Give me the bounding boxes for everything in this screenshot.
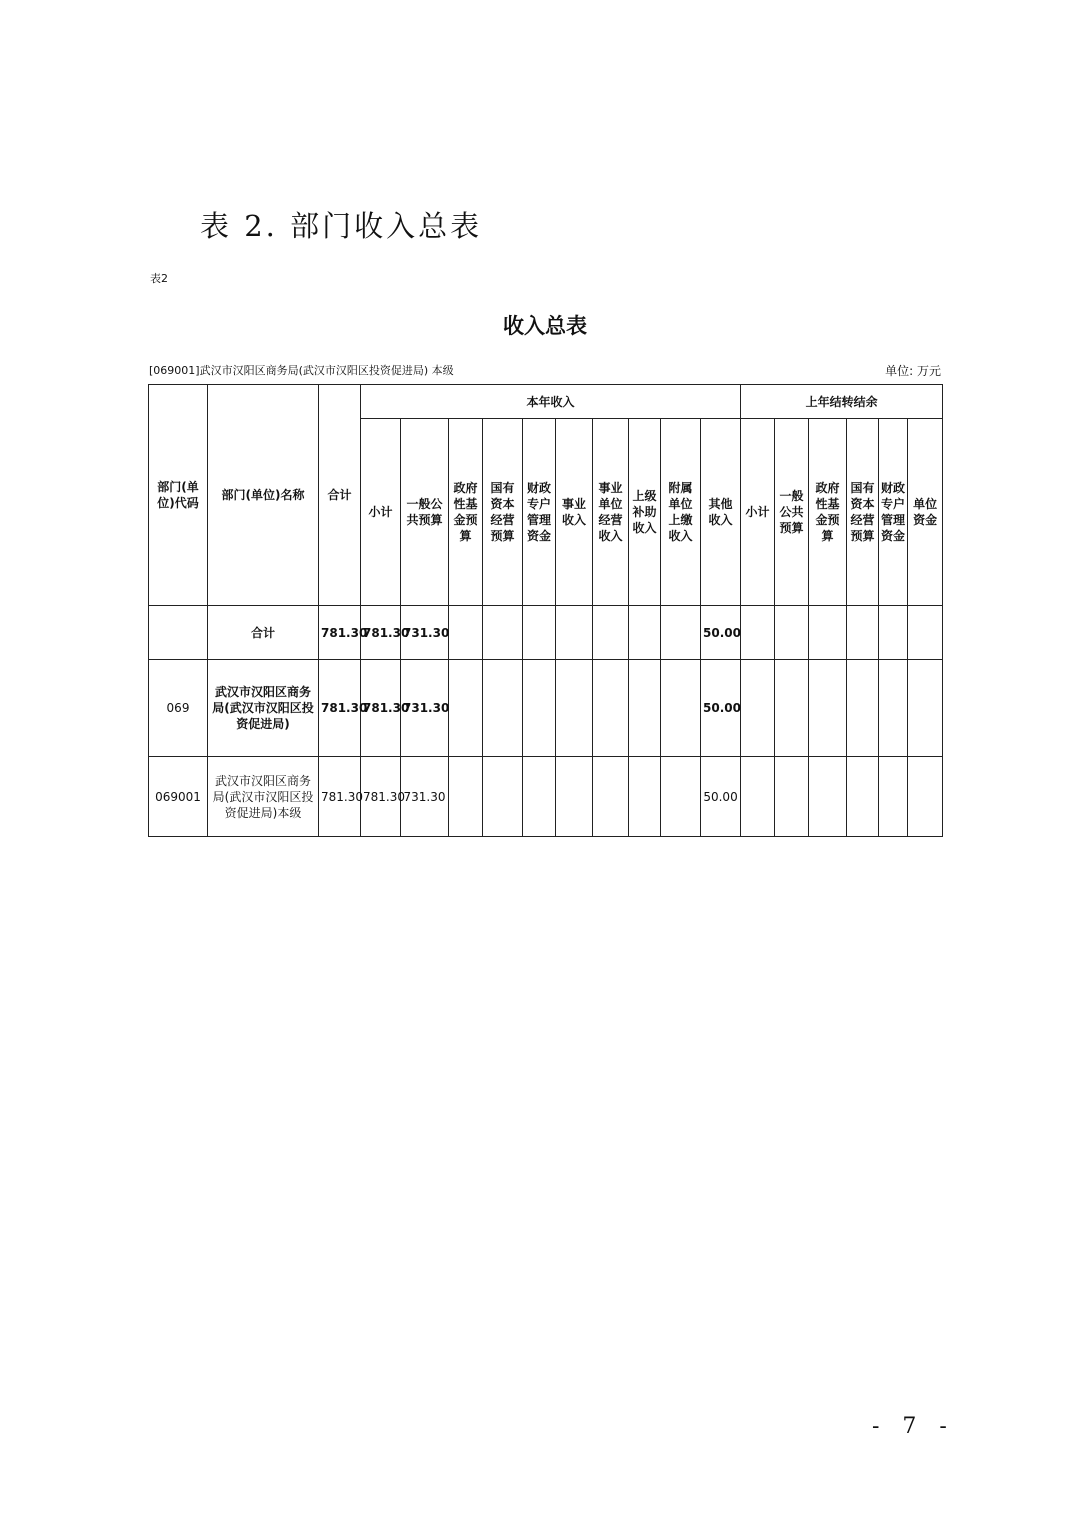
header-dept-name: 部门(单位)名称: [208, 385, 319, 606]
header-row-group: [149, 385, 943, 419]
row-general-budget: 731.30: [401, 660, 449, 757]
page-heading: 表 2. 部门收入总表: [200, 209, 483, 243]
header-cur-general-budget: 一般公共预算: [401, 419, 449, 606]
header-current-year: 本年收入: [361, 385, 741, 419]
page-number: - 7 -: [872, 1414, 955, 1439]
header-cur-business-operating: 事业单位经营收入: [593, 419, 629, 606]
row-total: 781.30: [319, 606, 361, 660]
header-cur-state-capital: 国有资本经营预算: [483, 419, 523, 606]
header-cur-gov-fund: 政府性基金预算: [449, 419, 483, 606]
row-subtotal: 781.30: [361, 606, 401, 660]
header-prev-unit-funds: 单位资金: [908, 419, 943, 606]
row-code: 069: [149, 660, 208, 757]
row-total: 781.30: [319, 660, 361, 757]
row-total: 781.30: [319, 757, 361, 837]
row-code: 069001: [149, 757, 208, 837]
header-total: 合计: [319, 385, 361, 606]
table-title: 收入总表: [503, 314, 587, 338]
header-cur-business-income: 事业收入: [556, 419, 593, 606]
header-cur-affiliated: 附属单位上缴收入: [661, 419, 701, 606]
table-row: [149, 660, 943, 757]
header-prev-gov-fund: 政府性基金预算: [809, 419, 847, 606]
header-prev-subtotal: 小计: [741, 419, 775, 606]
row-subtotal: 781.30: [361, 757, 401, 837]
header-cur-superior-subsidy: 上级补助收入: [629, 419, 661, 606]
row-general-budget: 731.30: [401, 606, 449, 660]
table-row: [149, 606, 943, 660]
header-prev-year: 上年结转结余: [741, 385, 943, 419]
row-code: [149, 606, 208, 660]
table-tag: 表2: [150, 272, 168, 285]
row-name: 合计: [208, 606, 319, 660]
row-name: 武汉市汉阳区商务局(武汉市汉阳区投资促进局): [208, 660, 319, 757]
table-row: [149, 757, 943, 837]
row-name: 武汉市汉阳区商务局(武汉市汉阳区投资促进局)本级: [208, 757, 319, 837]
row-general-budget: 731.30: [401, 757, 449, 837]
income-summary-table: [148, 384, 943, 837]
row-subtotal: 781.30: [361, 660, 401, 757]
row-other-income: 50.00: [701, 606, 741, 660]
unit-name: [069001]武汉市汉阳区商务局(武汉市汉阳区投资促进局) 本级: [149, 364, 454, 377]
header-prev-general-budget: 一般公共预算: [775, 419, 809, 606]
header-cur-other: 其他收入: [701, 419, 741, 606]
header-cur-special-account: 财政专户管理资金: [523, 419, 556, 606]
header-prev-state-capital: 国有资本经营预算: [847, 419, 879, 606]
header-prev-special-account: 财政专户管理资金: [879, 419, 908, 606]
row-other-income: 50.00: [701, 660, 741, 757]
header-dept-code: 部门(单位)代码: [149, 385, 208, 606]
row-other-income: 50.00: [701, 757, 741, 837]
header-cur-subtotal: 小计: [361, 419, 401, 606]
unit-label: 单位: 万元: [885, 364, 941, 378]
